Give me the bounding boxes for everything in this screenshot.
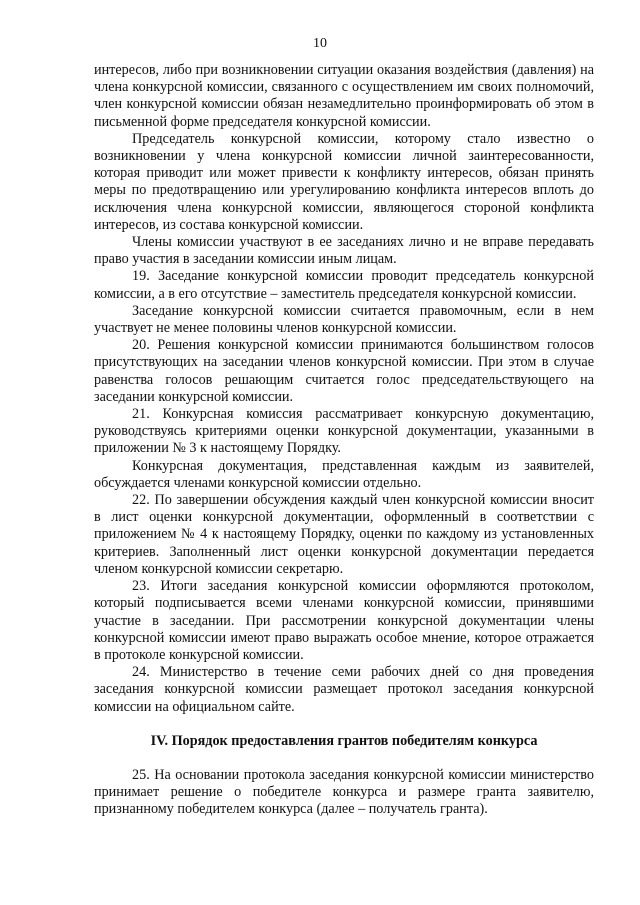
paragraph: 22. По завершении обсуждения каждый член конкурсной комиссии вносит в лист оценки конкурсной документации, оформленный в соответствии с приложением № 4 к настоящему Порядку, оценки по каждому из установленных критериев. Заполненный лист оценки конкурсной документации передается членом конкурсной комиссии секретарю. <box>94 492 594 577</box>
section-heading: IV. Порядок предоставления грантов победителям конкурса <box>150 732 538 749</box>
paragraph: 23. Итоги заседания конкурсной комиссии оформляются протоколом, который подписывается всеми членами конкурсной комиссии, принявшими участие в заседании. При рассмотрении конкурсной документации члены конкурсной комиссии имеют право выражать особое мнение, которое отражается в протоколе конкурсной комиссии. <box>94 578 594 663</box>
paragraphs-before-heading <box>94 62 594 716</box>
paragraphs-after-heading <box>94 767 594 819</box>
paragraph: интересов, либо при возникновении ситуации оказания воздействия (давления) на члена конкурсной комиссии, связанного с осуществлением им своих полномочий, член конкурсной комиссии обязан незамедлительно проинформировать об этом в письменной форме председателя конкурсной комиссии. <box>94 62 594 130</box>
paragraph: 20. Решения конкурсной комиссии принимаются большинством голосов присутствующих на заседании членов конкурсной комиссии. При этом в случае равенства голосов решающим считается голос председательствующего на заседании конкурсной комиссии. <box>94 337 594 405</box>
page-number: 10 <box>313 36 327 51</box>
paragraph: 19. Заседание конкурсной комиссии проводит председатель конкурсной комиссии, а в его отсутствие – заместитель председателя конкурсной комиссии. <box>94 268 594 302</box>
document-body <box>94 62 594 819</box>
paragraph: 21. Конкурсная комиссия рассматривает конкурсную документацию, руководствуясь критериями оценки конкурсной документации, указанными в приложении № 3 к настоящему Порядку. <box>94 406 594 457</box>
paragraph: Председатель конкурсной комиссии, которому стало известно о возникновении у члена конкурсной комиссии личной заинтересованности, которая приводит или может привести к конфликту интересов, обязан принять меры по предотвращению или урегулированию конфликта интересов вплоть до исключения члена конкурсной комиссии, являющегося стороной конфликта интересов, из состава конкурсной комиссии. <box>94 130 594 233</box>
paragraph: 25. На основании протокола заседания конкурсной комиссии министерство принимает решение о победителе конкурса и размере гранта заявителю, признанному победителем конкурса (далее – получатель гранта). <box>94 766 594 818</box>
paragraph: Конкурсная документация, представленная каждым из заявителей, обсуждается членами конкурсной комиссии отдельно. <box>94 457 594 491</box>
paragraph: Заседание конкурсной комиссии считается правомочным, если в нем участвует не менее половины членов конкурсной комиссии. <box>94 302 594 337</box>
paragraph: Члены комиссии участвуют в ее заседаниях лично и не вправе передавать право участия в заседании комиссии иным лицам. <box>94 234 594 268</box>
paragraph: 24. Министерство в течение семи рабочих дней со дня проведения заседания конкурсной комиссии размещает протокол заседания конкурсной комиссии на официальном сайте. <box>94 664 594 715</box>
